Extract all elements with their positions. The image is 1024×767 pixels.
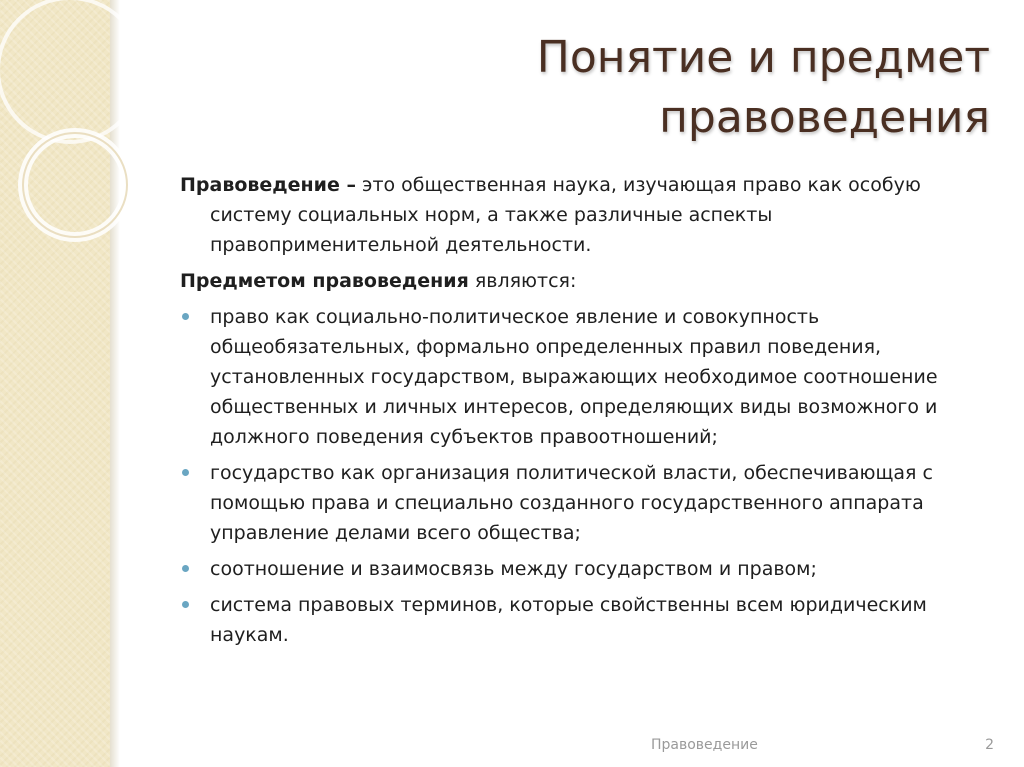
footer-label: Правоведение — [651, 737, 758, 753]
list-item — [180, 302, 1000, 452]
list-item-text: соотношение и взаимосвязь между государством и правом; — [210, 558, 817, 580]
list-item-text: государство как организация политической власти, обеспечивающая с помощью права и специально созданного государственного аппарата управление делами всего общества; — [210, 462, 933, 544]
decorative-circles — [0, 0, 130, 260]
list-item — [180, 590, 1000, 650]
bullet-dot-icon — [182, 313, 189, 320]
definition-term: Правоведение – — [180, 174, 356, 196]
bullet-dot-icon — [182, 469, 189, 476]
list-item — [180, 458, 1000, 548]
definition-text: это общественная наука, изучающая право как особую систему социальных норм, а также различные аспекты правоприменительной деятельности. — [210, 174, 921, 256]
definition-paragraph — [180, 170, 1000, 260]
bullet-list — [180, 302, 1000, 650]
title-line-2: правоведения — [659, 92, 990, 143]
list-item-text: право как социально-политическое явление и совокупность общеобязательных, формально определенных правил поведения, установленных государством, выражающих необходимое соотношение общественных и личных интересов, определяющих виды возможного и должного поведения субъектов правоотношений; — [210, 306, 938, 448]
subject-intro — [180, 266, 1000, 296]
bullet-dot-icon — [182, 601, 189, 608]
list-item — [180, 554, 1000, 584]
list-item-text: система правовых терминов, которые свойственны всем юридическим наукам. — [210, 594, 927, 646]
subject-text: являются: — [468, 270, 577, 292]
page-number: 2 — [985, 737, 994, 753]
slide-title — [290, 28, 990, 148]
bullet-dot-icon — [182, 565, 189, 572]
subject-term: Предметом правоведения — [180, 270, 469, 292]
title-line-1: Понятие и предмет — [536, 32, 990, 83]
slide-body — [180, 170, 1000, 656]
